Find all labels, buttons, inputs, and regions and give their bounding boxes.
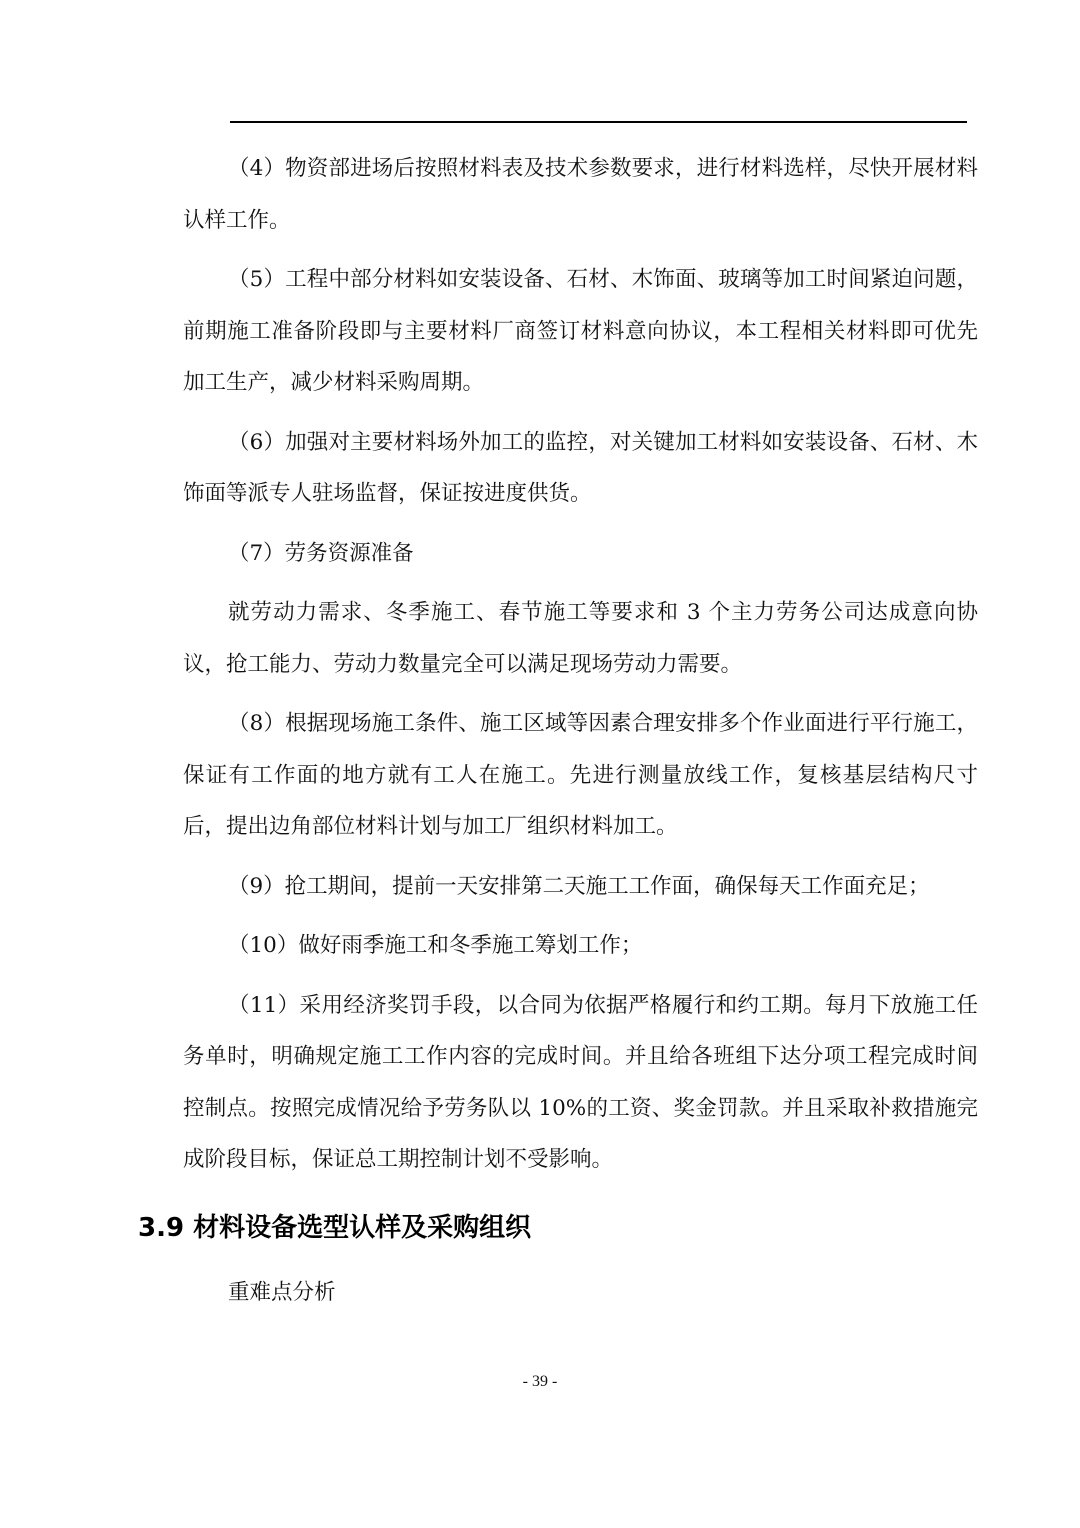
paragraph-5: （5）工程中部分材料如安装设备、石材、木饰面、玻璃等加工时间紧迫问题，前期施工准备阶段即与主要材料厂商签订材料意向协议，本工程相关材料即可优先加工生产，减少材料采购周期。 <box>183 267 978 395</box>
paragraph-7: （7）劳务资源准备 <box>228 540 414 566</box>
paragraph-9: （9）抢工期间，提前一天安排第二天施工工作面，确保每天工作面充足； <box>228 873 930 899</box>
page-number: - 39 - <box>522 1373 558 1390</box>
paragraph-11: （11）采用经济奖罚手段，以合同为依据严格履行和约工期。每月下放施工任务单时，明确规定施工工作内容的完成时间。并且给各班组下达分项工程完成时间控制点。按照完成情况给予劳务队以 10%的工资、奖金罚款。并且采取补救措施完成阶段目标，保证总工期控制计划不受影响。 <box>183 992 978 1172</box>
paragraph-labor: 就劳动力需求、冬季施工、春节施工等要求和 3 个主力劳务公司达成意向协议，抢工能力、劳动力数量完全可以满足现场劳动力需要。 <box>183 600 978 677</box>
body-content <box>183 143 978 1186</box>
subheading: 重难点分析 <box>228 1280 336 1305</box>
paragraph-6: （6）加强对主要材料场外加工的监控，对关键加工材料如安装设备、石材、木饰面等派专人驻场监督，保证按进度供货。 <box>183 429 978 506</box>
header-rule <box>230 121 967 123</box>
paragraph-10: （10）做好雨季施工和冬季施工筹划工作； <box>228 933 643 958</box>
paragraph-4: （4）物资部进场后按照材料表及技术参数要求，进行材料选样，尽快开展材料认样工作。 <box>183 156 978 233</box>
section-heading: 3.9 材料设备选型认样及采购组织 <box>138 1213 532 1243</box>
paragraph-8: （8）根据现场施工条件、施工区域等因素合理安排多个作业面进行平行施工，保证有工作面的地方就有工人在施工。先进行测量放线工作，复核基层结构尺寸后，提出边角部位材料计划与加工厂组织材料加工。 <box>183 711 978 839</box>
